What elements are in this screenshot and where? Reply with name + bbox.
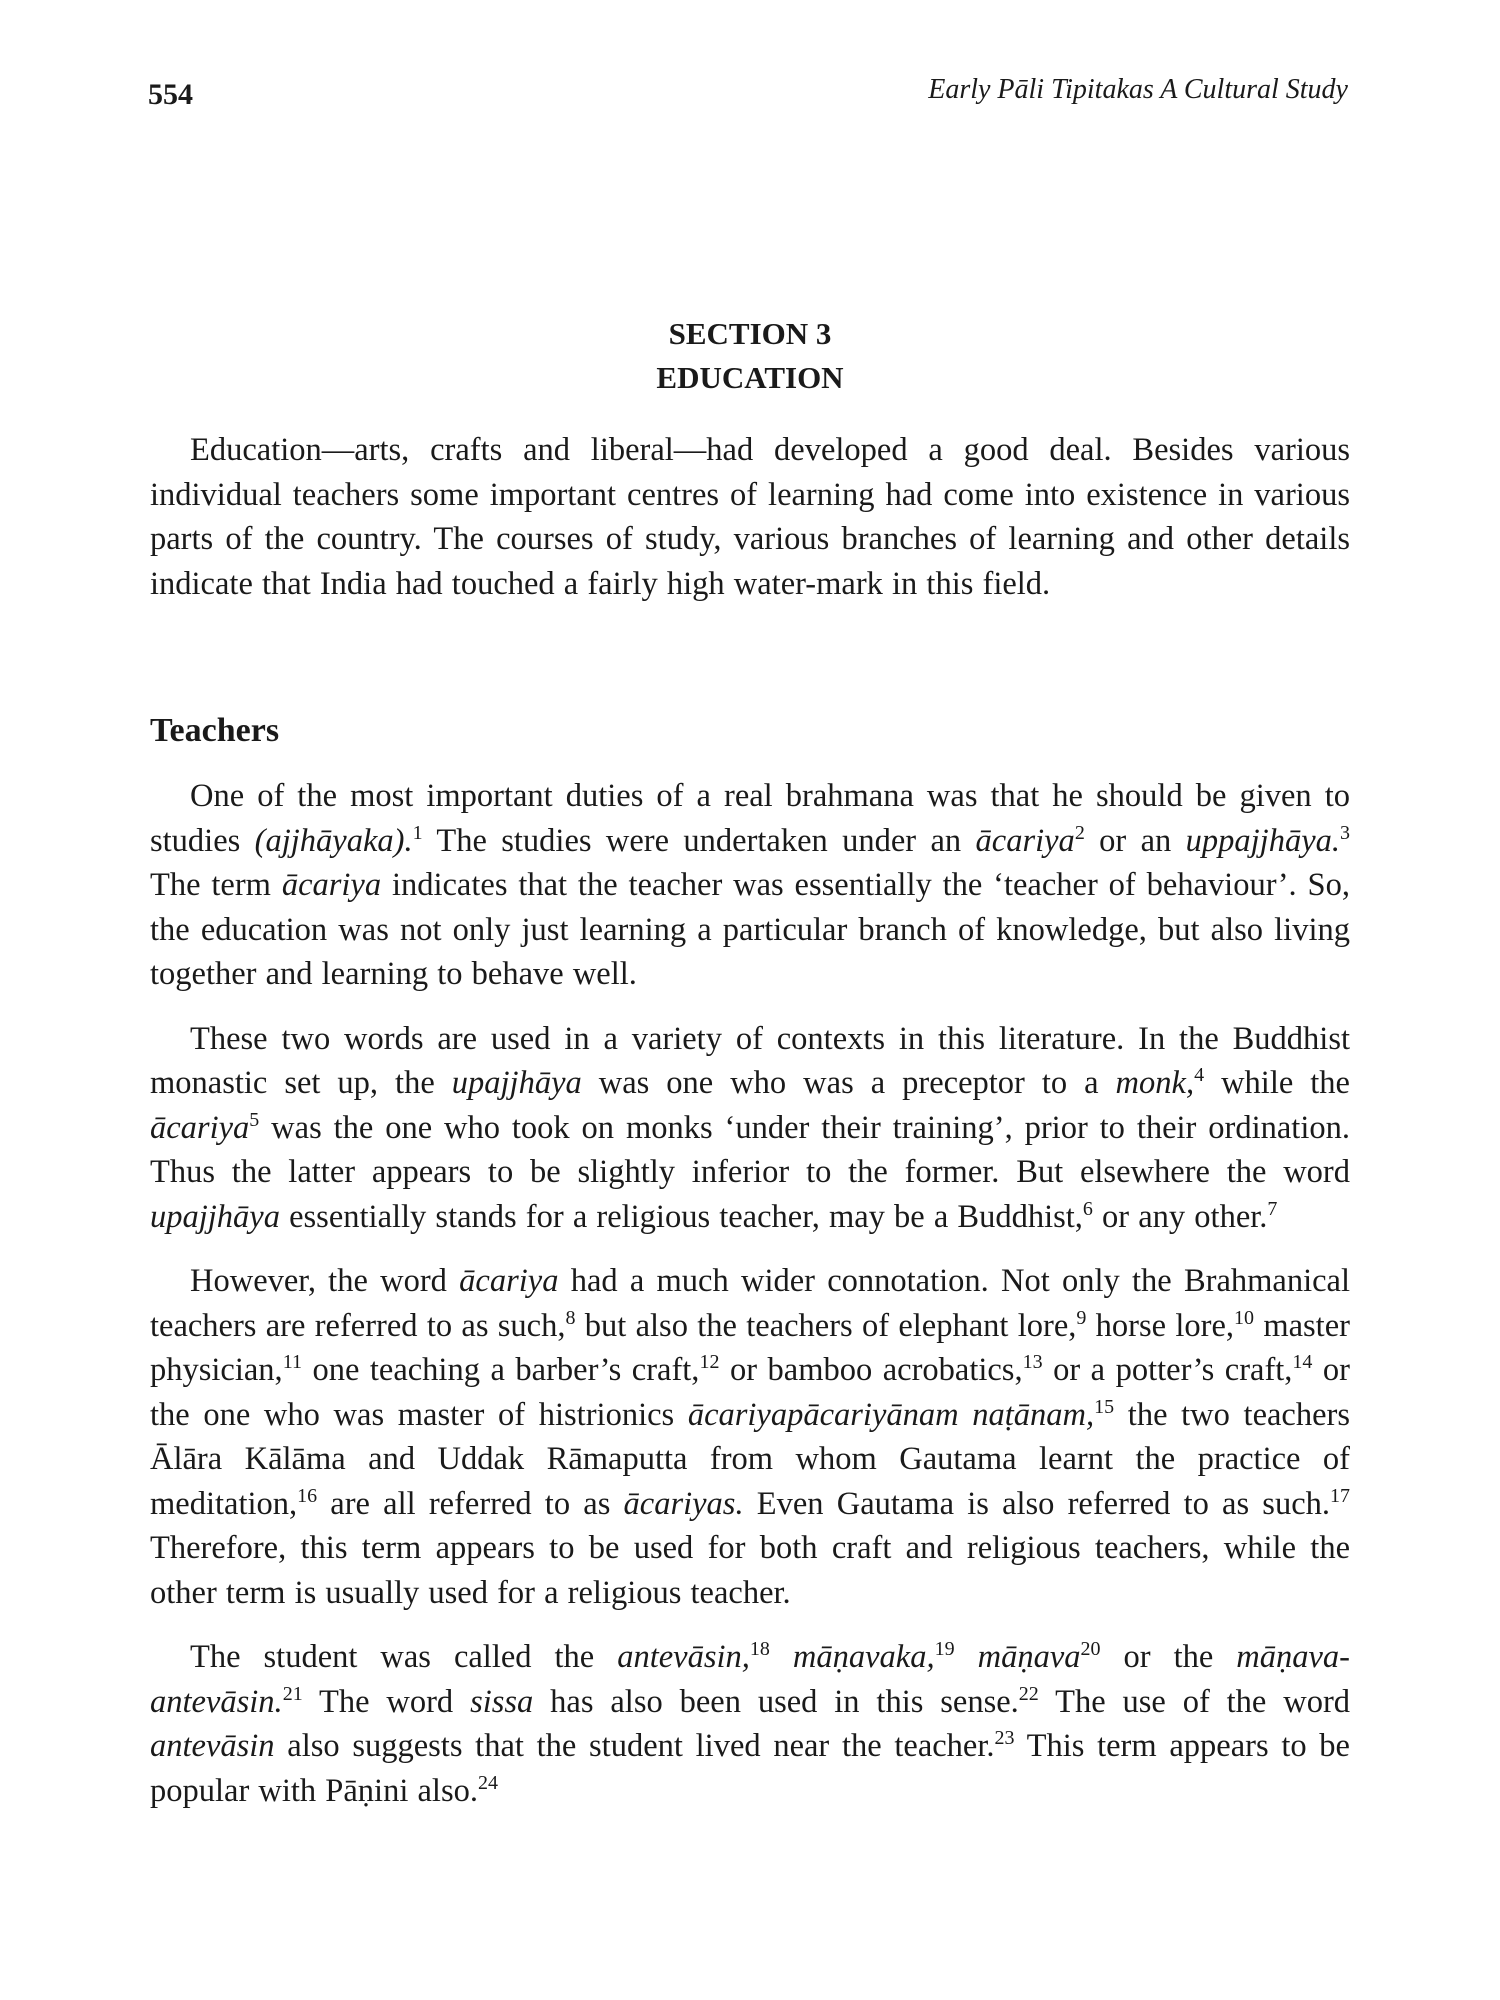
footnote-ref: 3	[1340, 821, 1351, 844]
text-run: while the	[1204, 1065, 1350, 1101]
text-run: or a potter’s craft,	[1042, 1352, 1293, 1388]
footnote-ref: 9	[1076, 1306, 1087, 1329]
footnote-ref: 5	[249, 1108, 260, 1131]
pali-term: antevāsin,	[617, 1639, 750, 1675]
text-run: had a much wider connotation. Not only the Brahmanical teachers are referred to as such,	[150, 1263, 1351, 1344]
pali-term: ācariyapācariyānam naṭānam,	[687, 1396, 1095, 1433]
footnote-ref: 19	[934, 1638, 955, 1661]
footnote-ref: 21	[282, 1682, 303, 1705]
text-run: or an	[1084, 822, 1186, 859]
text-run: The word	[302, 1683, 471, 1720]
footnote-ref: 15	[1094, 1395, 1115, 1418]
text-run: One of the most important duties of a real brahmana was that he should be given to studies	[150, 778, 1350, 859]
pali-term: (ajjhāyaka).	[254, 822, 413, 859]
footnote-ref: 4	[1194, 1064, 1205, 1087]
footnote-ref: 16	[297, 1484, 318, 1507]
pali-term: monk,	[1115, 1065, 1195, 1101]
footnote-ref: 22	[1018, 1682, 1039, 1705]
text-run: The studies were undertaken under an	[422, 822, 976, 859]
text-run: These two words are used in a variety of contexts in this literature. In the Buddhist monastic set up, the	[150, 1020, 1350, 1101]
text-run: However, the word	[190, 1263, 460, 1299]
pali-term: sissa	[470, 1683, 534, 1720]
pali-term: ācariya	[975, 822, 1075, 859]
pali-term: māṇavaka,	[792, 1639, 935, 1675]
footnote-ref: 11	[282, 1351, 302, 1374]
page-number: 554	[148, 78, 193, 111]
text-run	[770, 1639, 793, 1675]
paragraph-1	[150, 774, 1350, 997]
text-run: indicates that the teacher was essentially the ‘teacher of behaviour’. So, the education was not only just learning a particular branch of knowledge, but also living together and learning to behave well.	[150, 867, 1350, 992]
text-run	[955, 1639, 978, 1675]
text-run: The term	[150, 867, 282, 903]
pali-term: antevāsin	[150, 1728, 275, 1764]
text-run: Therefore, this term appears to be used for both craft and religious teachers, while the other term is usually used for a religious teacher.	[150, 1530, 1350, 1611]
footnote-ref: 20	[1080, 1638, 1101, 1661]
footnote-ref: 17	[1330, 1484, 1351, 1507]
text-run: or the	[1100, 1639, 1237, 1675]
pali-term: māṇava	[977, 1639, 1081, 1675]
text-run: one teaching a barber’s craft,	[301, 1352, 700, 1388]
pali-term: ācariya	[150, 1109, 250, 1146]
footnote-ref: 12	[699, 1351, 720, 1374]
pali-term: ācariyas.	[623, 1485, 744, 1522]
text-run: has also been used in this sense.	[533, 1683, 1019, 1720]
footnote-ref: 13	[1022, 1351, 1043, 1374]
pali-term: ācariya	[459, 1263, 559, 1299]
text-run: the two teachers Ālāra Kālāma and Uddak Rāmaputta from whom Gautama learnt the practice of meditation,	[150, 1396, 1351, 1522]
teachers-text	[150, 774, 1350, 1813]
section-label: SECTION 3	[668, 316, 832, 351]
text-run: Even Gautama is also referred to as such.	[743, 1485, 1331, 1522]
footnote-ref: 18	[749, 1638, 770, 1661]
text-run: are all referred to as	[317, 1485, 624, 1522]
intro-paragraph: Education—arts, crafts and liberal—had developed a good deal. Besides various individual teachers some important centres of learning had come into existence in various parts of the country. The courses of study, various branches of learning and other details indicate that India had touched a fairly high water-mark in this field.	[150, 432, 1350, 602]
paragraph-2	[150, 1017, 1350, 1240]
text-run: also suggests that the student lived near the teacher.	[274, 1728, 995, 1764]
footnote-ref: 1	[412, 821, 423, 844]
running-head: Early Pāli Tipitakas A Cultural Study	[928, 74, 1348, 105]
paragraph-3	[150, 1259, 1350, 1615]
text-run: horse lore,	[1086, 1307, 1235, 1344]
text-run: This term appears to be popular with Pāṇini also.	[150, 1728, 1350, 1809]
footnote-ref: 24	[477, 1771, 498, 1794]
pali-term: ācariya	[281, 867, 382, 903]
text-run: The use of the word	[1038, 1683, 1351, 1720]
text-run: was the one who took on monks ‘under their training’, prior to their ordination. Thus the latter appears to be slightly inferior to the former. But elsewhere the word	[150, 1109, 1350, 1190]
text-run: or any other.	[1092, 1198, 1268, 1235]
section-heading	[0, 312, 1500, 400]
intro-text	[150, 428, 1350, 606]
text-run: The student was called the	[190, 1639, 618, 1675]
pali-term: upajjhāya	[150, 1198, 280, 1235]
text-run: or the one who was master of histrionics	[150, 1352, 1350, 1433]
footnote-ref: 2	[1074, 821, 1085, 844]
footnote-ref: 14	[1292, 1351, 1313, 1374]
text-run: was one who was a preceptor to a	[581, 1065, 1116, 1101]
pali-term: upajjhāya	[451, 1065, 582, 1101]
teachers-heading: Teachers	[150, 712, 280, 749]
text-run: or bamboo acrobatics,	[719, 1352, 1023, 1388]
pali-term: māṇava-antevāsin.	[150, 1639, 1350, 1720]
section-title: EDUCATION	[656, 360, 844, 395]
text-run: essentially stands for a religious teacher, may be a Buddhist,	[279, 1198, 1083, 1235]
paragraph-4	[150, 1635, 1350, 1813]
pali-term: uppajjhāya.	[1185, 822, 1341, 859]
footnote-ref: 8	[565, 1306, 576, 1329]
footnote-ref: 6	[1082, 1197, 1093, 1220]
text-run: but also the teachers of elephant lore,	[575, 1307, 1077, 1344]
text-run: master physician,	[150, 1307, 1350, 1388]
footnote-ref: 10	[1234, 1306, 1255, 1329]
footnote-ref: 23	[994, 1727, 1015, 1750]
footnote-ref: 7	[1267, 1197, 1278, 1220]
